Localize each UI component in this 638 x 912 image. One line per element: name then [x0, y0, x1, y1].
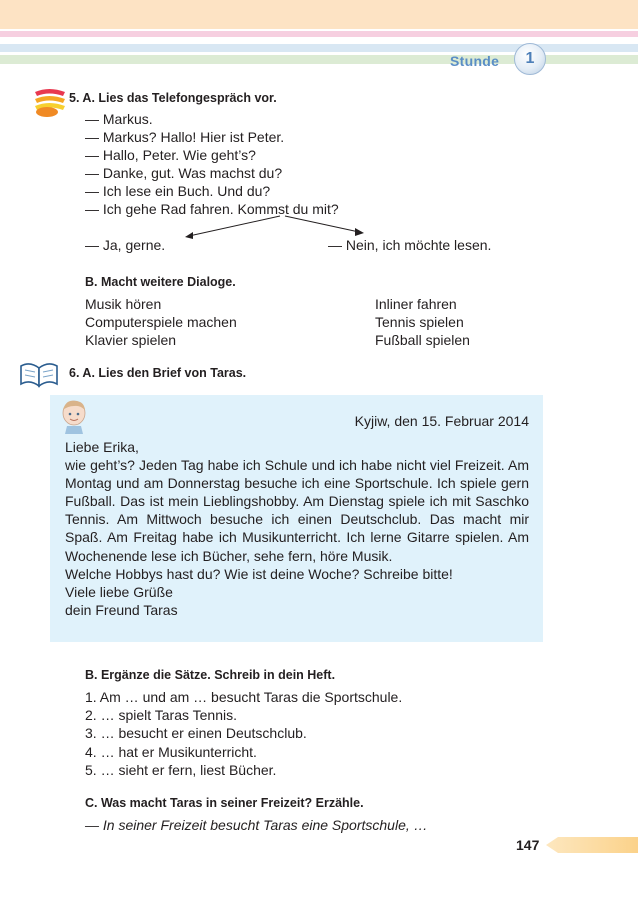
sentence-list — [85, 688, 402, 779]
activity-item: Klavier spielen — [85, 332, 177, 348]
exercise-6b-heading: B. Ergänze die Sätze. Schreib in dein Heft. — [85, 668, 336, 682]
exercise-5a-heading: 5. A. Lies das Telefongespräch vor. — [69, 91, 277, 105]
header-band — [0, 0, 638, 29]
speaking-icon — [33, 86, 67, 118]
list-item: 5. … sieht er fern, liest Bücher. — [85, 761, 277, 778]
dialog-line: — Markus? Hallo! Hier ist Peter. — [85, 129, 285, 145]
activity-item: Inliner fahren — [375, 296, 457, 312]
open-book-icon — [19, 358, 59, 390]
lesson-label: Stunde — [450, 53, 500, 69]
dialog-line: — Markus. — [85, 111, 153, 127]
answer-starter: — In seiner Freizeit besucht Taras eine Sportschule, … — [85, 817, 428, 833]
dialog-line: — Ich lese ein Buch. Und du? — [85, 183, 271, 199]
list-item: 2. … spielt Taras Tennis. — [85, 707, 238, 724]
page-number: 147 — [516, 837, 540, 853]
letter-body: wie geht’s? Jeden Tag habe ich Schule und ich habe nicht viel Freizeit. Am Montag und am Donnerstag besuche ich eine Sportschule. Ich spiele gern Fußball. Das ist mein Lieblingshobby. Am Dienstag spiele ich mit Saschko Tennis. Am Mittwoch besuche ich einen Deutschclub. Das macht mir Spaß. Am Freitag habe ich Musikunterricht. Ich lerne Gitarre spielen. Am Wochenende lese ich Bücher, sehe fern, höre Musik. — [65, 457, 529, 564]
letter-greeting: Liebe Erika, — [65, 439, 139, 455]
answer-no: — Nein, ich möchte lesen. — [328, 237, 492, 253]
page-tab-decoration — [546, 837, 638, 853]
dialog-line: — Ich gehe Rad fahren. Kommst du mit? — [85, 201, 339, 217]
list-item: 1. Am … und am … besucht Taras die Sportschule. — [85, 689, 403, 705]
letter-closing: Viele liebe Grüße — [65, 583, 173, 600]
letter-question: Welche Hobbys hast du? Wie ist deine Woche? Schreibe bitte! — [65, 565, 453, 582]
exercise-6c-heading: C. Was macht Taras in seiner Freizeit? Erzähle. — [85, 796, 364, 810]
header-stripe — [0, 31, 638, 37]
exercise-5b-heading: B. Macht weitere Dialoge. — [85, 275, 236, 289]
list-item: 3. … besucht er einen Deutschclub. — [85, 725, 307, 742]
letter-text — [65, 438, 529, 619]
dialog-line: — Danke, gut. Was machst du? — [85, 165, 283, 181]
activity-item: Musik hören — [85, 296, 162, 312]
letter-date: Kyjiw, den 15. Februar 2014 — [354, 413, 529, 429]
letter-signature: dein Freund Taras — [65, 601, 178, 618]
activity-item: Computerspiele machen — [85, 314, 237, 330]
phone-dialog — [85, 110, 339, 218]
activity-item: Fußball spielen — [375, 332, 470, 348]
answer-yes: — Ja, gerne. — [85, 237, 166, 253]
exercise-6a-heading: 6. A. Lies den Brief von Taras. — [69, 366, 247, 380]
activity-item: Tennis spielen — [375, 314, 464, 330]
lesson-number: 1 — [514, 43, 546, 75]
list-item: 4. … hat er Musikunterricht. — [85, 743, 257, 760]
dialog-line: — Hallo, Peter. Wie geht’s? — [85, 147, 256, 163]
